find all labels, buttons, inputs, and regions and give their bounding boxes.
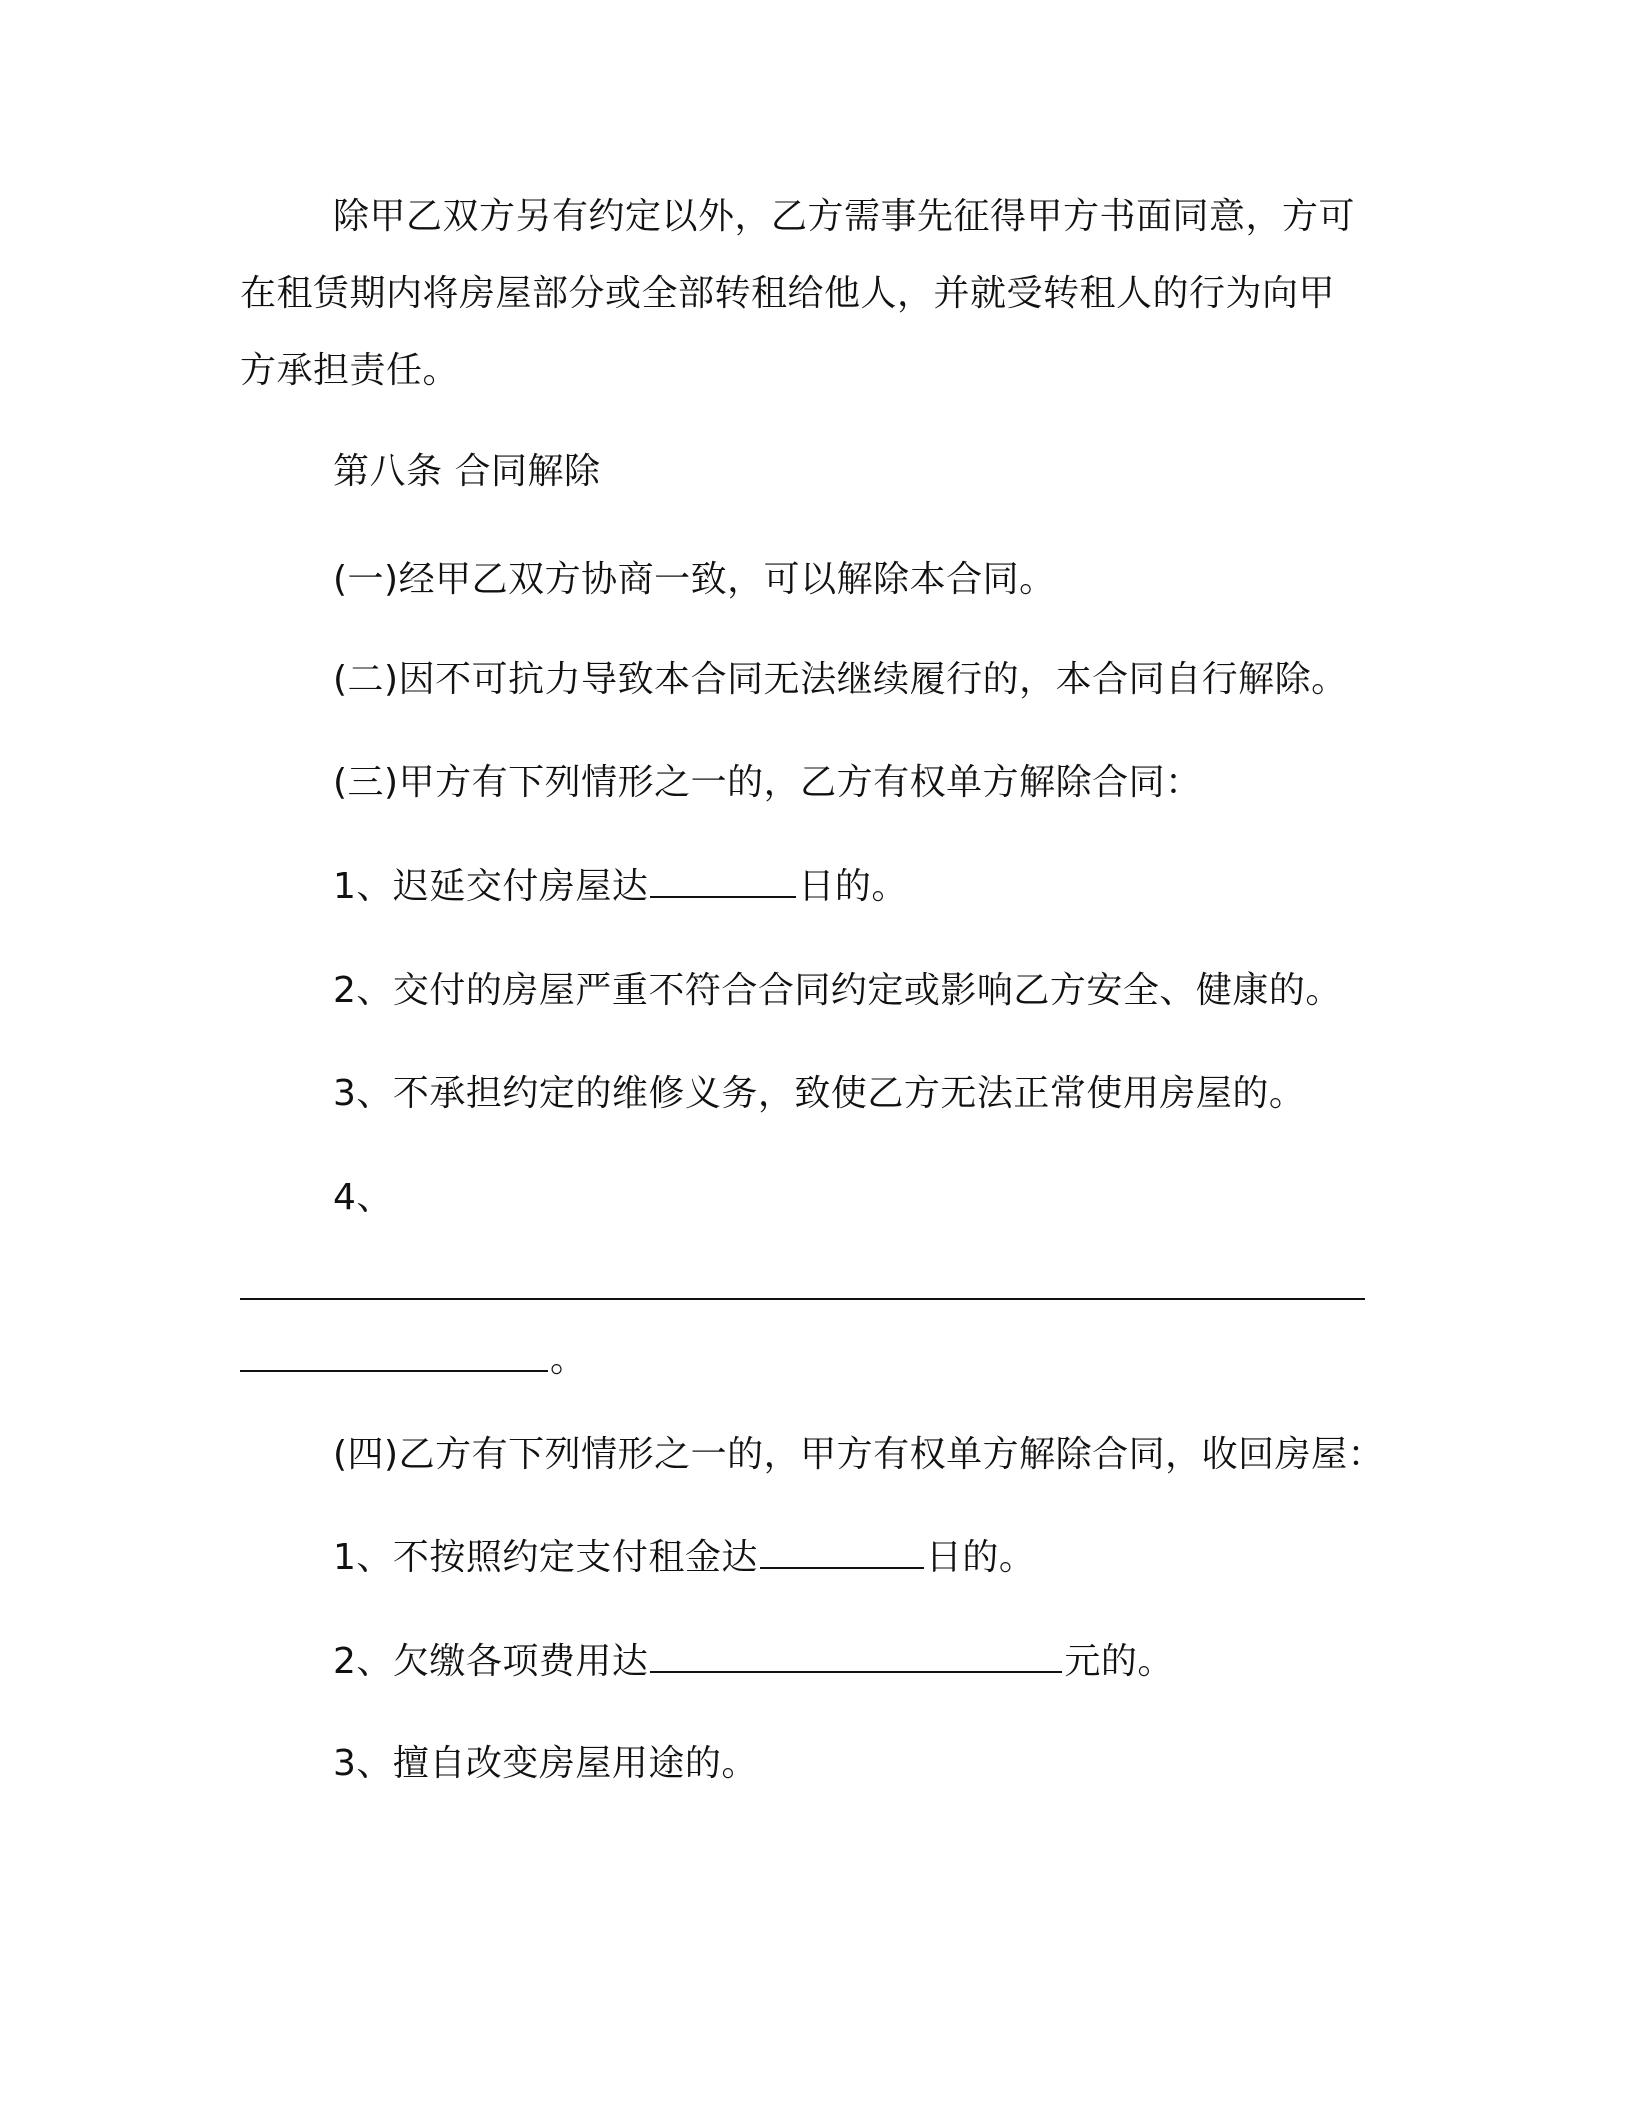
article-heading: 第八条 合同解除: [333, 451, 601, 492]
clause-4-item-3: 3、擅自改变房屋用途的。: [333, 1743, 758, 1784]
clause-4-item-1-prefix: 1、不按照约定支付租金达: [333, 1537, 758, 1578]
intro-paragraph-line-1: 除甲乙双方另有约定以外，乙方需事先征得甲方书面同意，方可: [333, 196, 1356, 237]
clause-2: (二)因不可抗力导致本合同无法继续履行的，本合同自行解除。: [333, 659, 1348, 700]
intro-paragraph-line-3: 方承担责任。: [240, 350, 460, 391]
blank-line-short: [240, 1370, 548, 1372]
clause-3-item-2: 2、交付的房屋严重不符合合同约定或影响乙方安全、健康的。: [333, 970, 1342, 1011]
clause-3-item-4-end: 。: [550, 1339, 587, 1380]
clause-4-heading: (四)乙方有下列情形之一的，甲方有权单方解除合同，收回房屋：: [333, 1434, 1385, 1475]
clause-3-item-3: 3、不承担约定的维修义务，致使乙方无法正常使用房屋的。: [333, 1073, 1306, 1114]
blank-days-field: [650, 862, 796, 898]
clause-3-heading: (三)甲方有下列情形之一的，乙方有权单方解除合同：: [333, 762, 1202, 803]
blank-line-long: [240, 1298, 1365, 1300]
clause-4-item-2: [333, 1637, 1174, 1686]
clause-3-item-1-prefix: 1、迟延交付房屋达: [333, 866, 649, 907]
blank-rent-days-field: [760, 1533, 924, 1569]
clause-4-item-1-suffix: 日的。: [925, 1537, 1036, 1578]
clause-3-item-1-suffix: 日的。: [798, 866, 908, 907]
clause-4-item-1: [333, 1533, 1035, 1582]
intro-paragraph-line-2: 在租赁期内将房屋部分或全部转租给他人，并就受转租人的行为向甲: [240, 273, 1336, 314]
clause-4-item-2-prefix: 2、欠缴各项费用达: [333, 1641, 649, 1682]
clause-3-item-4-prefix: 4、: [333, 1177, 393, 1218]
clause-1: (一)经甲乙双方协商一致，可以解除本合同。: [333, 559, 1056, 600]
clause-3-item-1: [333, 862, 908, 911]
clause-4-item-2-suffix: 元的。: [1064, 1641, 1174, 1682]
blank-fee-amount-field: [650, 1637, 1062, 1673]
